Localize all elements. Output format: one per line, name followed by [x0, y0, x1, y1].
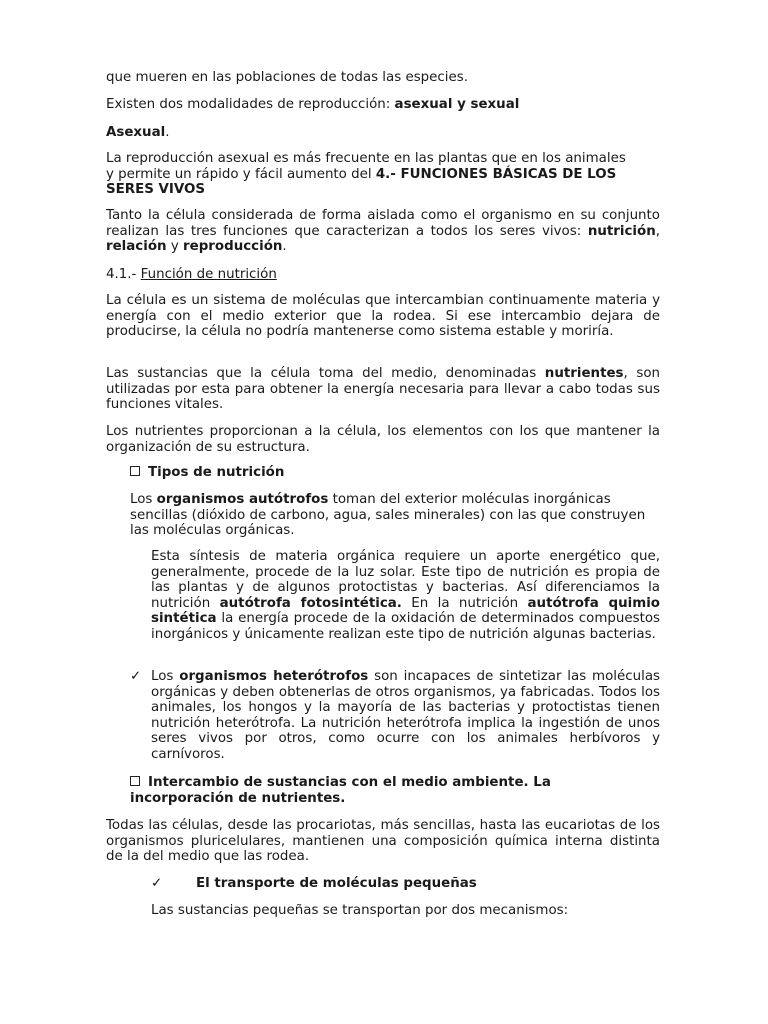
- checkmark-icon: ✓: [151, 876, 163, 891]
- paragraph-mecanismos: Las sustancias pequeñas se transportan por dos mecanismos:: [151, 903, 569, 918]
- heading-asexual: Asexual.: [106, 125, 170, 140]
- paragraph-funciones: Tanto la célula considerada de forma aislada como el organismo en su conjunto realizan las tres funciones que caracterizan a todos los seres vivos: nutrición, relación y reproducción.: [106, 208, 660, 255]
- section-heading-4-1: 4.1.- Función de nutrición: [106, 267, 277, 282]
- subheading-tipos-nutricion: Tipos de nutrición: [130, 465, 650, 481]
- paragraph-modalidades: Existen dos modalidades de reproducción: asexual y sexual: [106, 97, 520, 112]
- paragraph-sustancias: Las sustancias que la célula toma del medio, denominadas nutrientes, son utilizadas por esta para obtener la energía necesaria para llevar a cabo todas sus funciones vitales.: [106, 366, 660, 413]
- paragraph-heterotrofos: Los organismos heterótrofos son incapaces de sintetizar las moléculas orgánicas y deben obtenerlas de otros organismos, ya fabricadas. Todos los animales, los hongos y la mayoría de las bacterias y protoctistas tienen nutrición heterótrofa. La nutrición heterótrofa implica la ingestión de unos seres vivos por otros, como ocurre con los animales herbívoros y carnívoros.: [151, 669, 661, 762]
- square-bullet-icon: [130, 466, 140, 476]
- checkmark-icon: ✓: [130, 669, 142, 684]
- square-bullet-icon: [130, 776, 140, 786]
- paragraph-todas-celulas: Todas las células, desde las procariotas, más sencillas, hasta las eucariotas de los organismos pluricelulares, mantienen una composición química interna distinta de la del medio que las rodea.: [106, 818, 660, 865]
- subheading-intercambio: Intercambio de sustancias con el medio ambiente. La incorporación de nutrientes.: [130, 775, 551, 806]
- paragraph-sintesis: Esta síntesis de materia orgánica requiere un aporte energético que, generalmente, procede de la luz solar. Este tipo de nutrición es propia de las plantas y de algunos protoctistas y bacterias. Así diferenciamos la nutrición autótrofa fotosintética. En la nutrición autótrofa quimio sintética la energía procede de la oxidación de determinados compuestos inorgánicos y únicamente realizan este tipo de nutrición algunas bacterias.: [151, 549, 660, 642]
- paragraph-autotrofos: Los organismos autótrofos toman del exterior moléculas inorgánicas sencillas (dióxido de carbono, agua, sales minerales) con las que construyen las moléculas orgánicas.: [130, 492, 646, 539]
- subheading-transporte: El transporte de moléculas pequeñas: [196, 876, 477, 891]
- paragraph-reproduccion-asexual: La reproducción asexual es más frecuente en las plantas que en los animales y permite un rápido y fácil aumento del 4.- FUNCIONES BÁSICAS DE LOS SERES VIVOS: [106, 151, 626, 198]
- paragraph-celula-sistema: La célula es un sistema de moléculas que intercambian continuamente materia y energía con el medio exterior que la rodea. Si ese intercambio dejara de producirse, la célula no podría mantenerse como sistema estable y moriría.: [106, 293, 660, 340]
- paragraph-nutrientes: Los nutrientes proporcionan a la célula, los elementos con los que mantener la organización de su estructura.: [106, 424, 660, 455]
- paragraph-continuation: que mueren en las poblaciones de todas las especies.: [106, 70, 468, 85]
